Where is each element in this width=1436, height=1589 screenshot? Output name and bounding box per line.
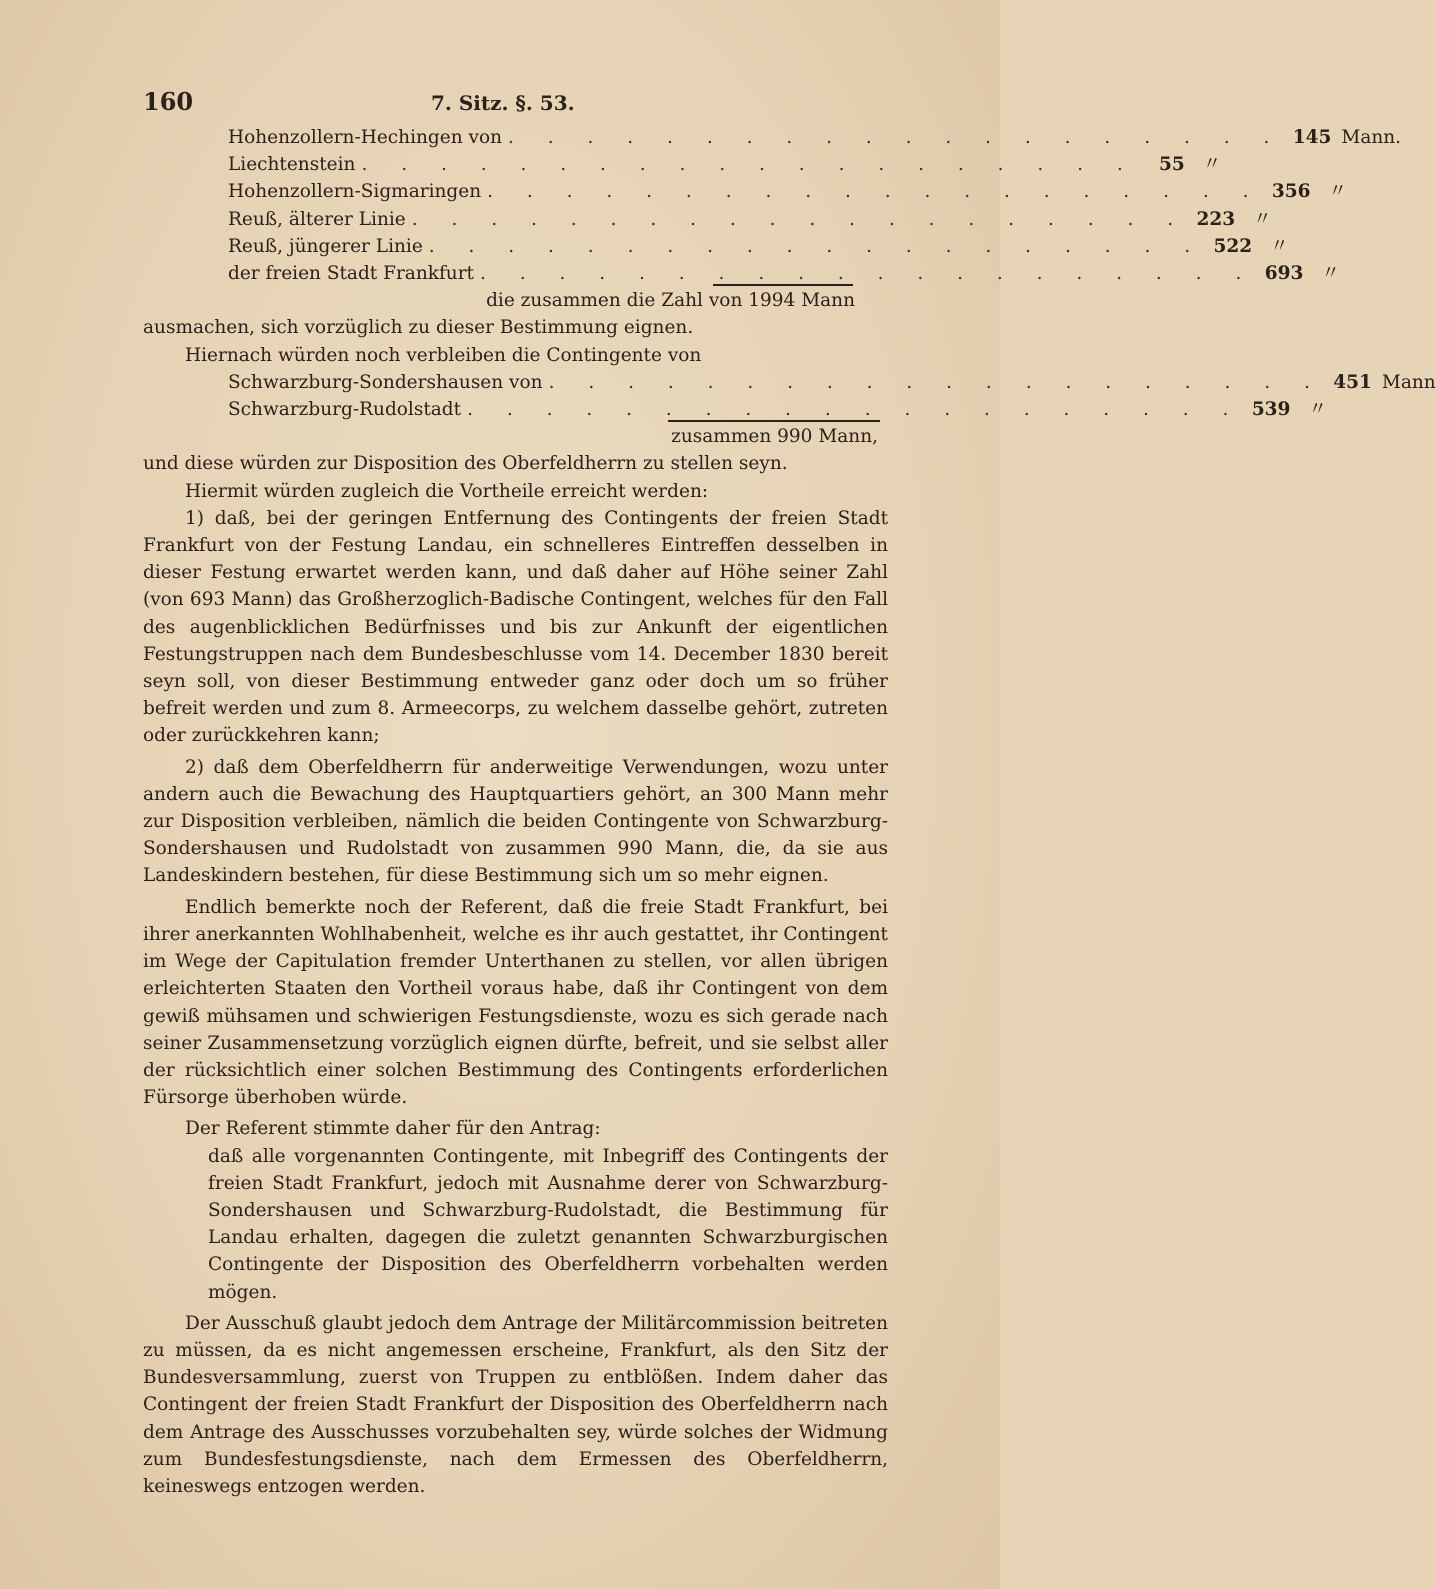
table-row — [228, 396, 1327, 423]
table-row — [228, 233, 1289, 260]
paragraph: Endlich bemerkte noch der Referent, daß die freie Stadt Frankfurt, bei ihrer anerkannten Wohlhabenheit, welche es ihr auch gestattet, ihr Contingent im Wege der Capitulation fremder Unterthanen zu stellen, vor allen übrigen erleichterten Staaten den Vortheil voraus habe, daß ihr Contingent von dem gewiß mühsamen und schwierigen Festungsdienste, wozu es sich gerade nach seiner Zusammensetzung vorzüglich eignen dürfte, befreit, und sie selbst aller der rücksichtlich einer solchen Bestimmung des Contingents erforderlichen Fürsorge überhoben würde. — [143, 896, 888, 1109]
row-unit: 〃 — [1308, 399, 1327, 421]
table-row — [228, 178, 1347, 205]
leader-dots: . . . . . . . . . . . . . . . . . . . . — [361, 154, 1137, 176]
contingent-table-1 — [143, 124, 1402, 314]
leader-dots: . . . . . . . . . . . . . . . . . . . . — [487, 181, 1263, 203]
running-head: 7. Sitz. §. 53. — [431, 91, 575, 115]
row-number: 451 — [1333, 371, 1372, 393]
page-text — [143, 87, 1436, 1500]
paragraph: 2) daß dem Oberfeldherrn für anderweitige Verwendungen, wozu unter andern auch die Bewachung des Hauptquartiers gehört, an 300 Mann mehr zur Disposition verbleiben, nämlich die beiden Contingente von Schwarzburg-Sondershausen und Rudolstadt von zusammen 990 Mann, die, da sie aus Landeskindern bestehen, für diese Bestimmung sich um so mehr eignen. — [143, 756, 888, 887]
row-unit: 〃 — [1328, 181, 1347, 203]
row-number: 223 — [1196, 208, 1236, 230]
sum-rule — [713, 284, 853, 286]
row-number: 356 — [1271, 181, 1311, 203]
leader-dots: . . . . . . . . . . . . . . . . . . . . — [479, 263, 1256, 285]
row-name: Hohenzollern-Hechingen von — [228, 127, 503, 148]
leader-dots: . . . . . . . . . . . . . . . . . . . . — [467, 399, 1243, 421]
paragraph: Hiernach würden noch verbleiben die Contingente von — [185, 344, 702, 366]
leader-dots: . . . . . . . . . . . . . . . . . . . . — [428, 235, 1205, 257]
row-number: 145 — [1292, 127, 1332, 148]
row-number: 522 — [1213, 235, 1253, 257]
row-name: Schwarzburg-Sondershausen von — [228, 371, 543, 393]
total-line: die zusammen die Zahl von 1994 Mann — [486, 290, 855, 312]
row-unit: 〃 — [1270, 235, 1289, 257]
row-unit: Mann — [1381, 371, 1436, 393]
row-unit: 〃 — [1202, 154, 1222, 176]
row-unit: 〃 — [1253, 208, 1272, 230]
sum-rule — [668, 420, 880, 422]
row-name: der freien Stadt Frankfurt — [228, 263, 474, 285]
paragraph: Hiermit würden zugleich die Vortheile erreicht werden: — [185, 480, 709, 502]
total-line: zusammen 990 Mann, — [671, 426, 878, 448]
table-row — [228, 206, 1272, 233]
row-number: 693 — [1264, 263, 1304, 285]
row-name: Liechtenstein — [228, 154, 356, 176]
paragraph: 1) daß, bei der geringen Entfernung des Contingents der freien Stadt Frankfurt von der Festung Landau, ein schnelleres Eintreffen desselben in dieser Festung erwartet werden kann, und daß daher auf Höhe seiner Zahl (von 693 Mann) das Großherzoglich-Badische Contingent, welches für den Fall des augenblicklichen Bedürfnisses und bis zur Ankunft der eigentlichen Festungstruppen nach dem Bundesbeschlusse vom 14. December 1830 bereit seyn soll, von dieser Bestimmung entweder ganz oder doch um so früher befreit werden und zum 8. Armeecorps, zu welchem dasselbe gehört, zutreten oder zurückkehren kann; — [143, 507, 888, 747]
leader-dots: . . . . . . . . . . . . . . . . . . . . — [508, 127, 1284, 148]
row-name: Hohenzollern-Sigmaringen — [228, 181, 482, 203]
table-row — [228, 369, 1436, 396]
table-row — [228, 260, 1340, 287]
row-name: Schwarzburg-Rudolstadt — [228, 399, 462, 421]
table-row — [228, 124, 1402, 151]
table-row — [228, 151, 1222, 178]
row-number: 539 — [1251, 399, 1291, 421]
leader-dots: . . . . . . . . . . . . . . . . . . . . — [411, 208, 1188, 230]
paragraph: und diese würden zur Disposition des Oberfeldherrn zu stellen seyn. — [143, 453, 788, 475]
row-name: Reuß, älterer Linie — [228, 208, 406, 230]
table-total — [143, 423, 878, 450]
paragraph: Der Ausschuß glaubt jedoch dem Antrage der Militärcommission beitreten zu müssen, da es nicht angemessen erscheine, Frankfurt, als den Sitz der Bundesversammlung, zuerst von Truppen zu entblößen. Indem daher das Contingent der freien Stadt Frankfurt der Disposition des Oberfeldherrn nach dem Antrage des Ausschusses vorzubehalten sey, würde solches der Widmung zum Bundesfestungsdienste, nach dem Ermessen des Oberfeldherrn, keineswegs entzogen werden. — [143, 1312, 888, 1497]
motion-block: daß alle vorgenannten Contingente, mit Inbegriff des Contingents der freien Stadt Frankfurt, jedoch mit Ausnahme derer von Schwarzburg-Sondershausen und Schwarzburg-Rudolstadt, die Bestimmung für Landau erhalten, dagegen die zuletzt genannten Schwarzburgischen Contingente der Disposition des Oberfeldherrn vorbehalten werden mögen. — [208, 1145, 888, 1303]
row-number: 55 — [1159, 154, 1185, 176]
page-number: 160 — [143, 87, 194, 116]
page-header — [143, 88, 888, 124]
row-name: Reuß, jüngerer Linie — [228, 235, 423, 257]
paragraph: ausmachen, sich vorzüglich zu dieser Bestimmung eignen. — [143, 317, 694, 339]
paragraph: Der Referent stimmte daher für den Antrag: — [185, 1118, 601, 1140]
leader-dots: . . . . . . . . . . . . . . . . . . . . — [548, 371, 1324, 393]
table-total — [143, 287, 855, 314]
row-unit: 〃 — [1321, 263, 1340, 285]
row-unit: Mann. — [1341, 127, 1402, 148]
contingent-table-2 — [143, 369, 1436, 451]
